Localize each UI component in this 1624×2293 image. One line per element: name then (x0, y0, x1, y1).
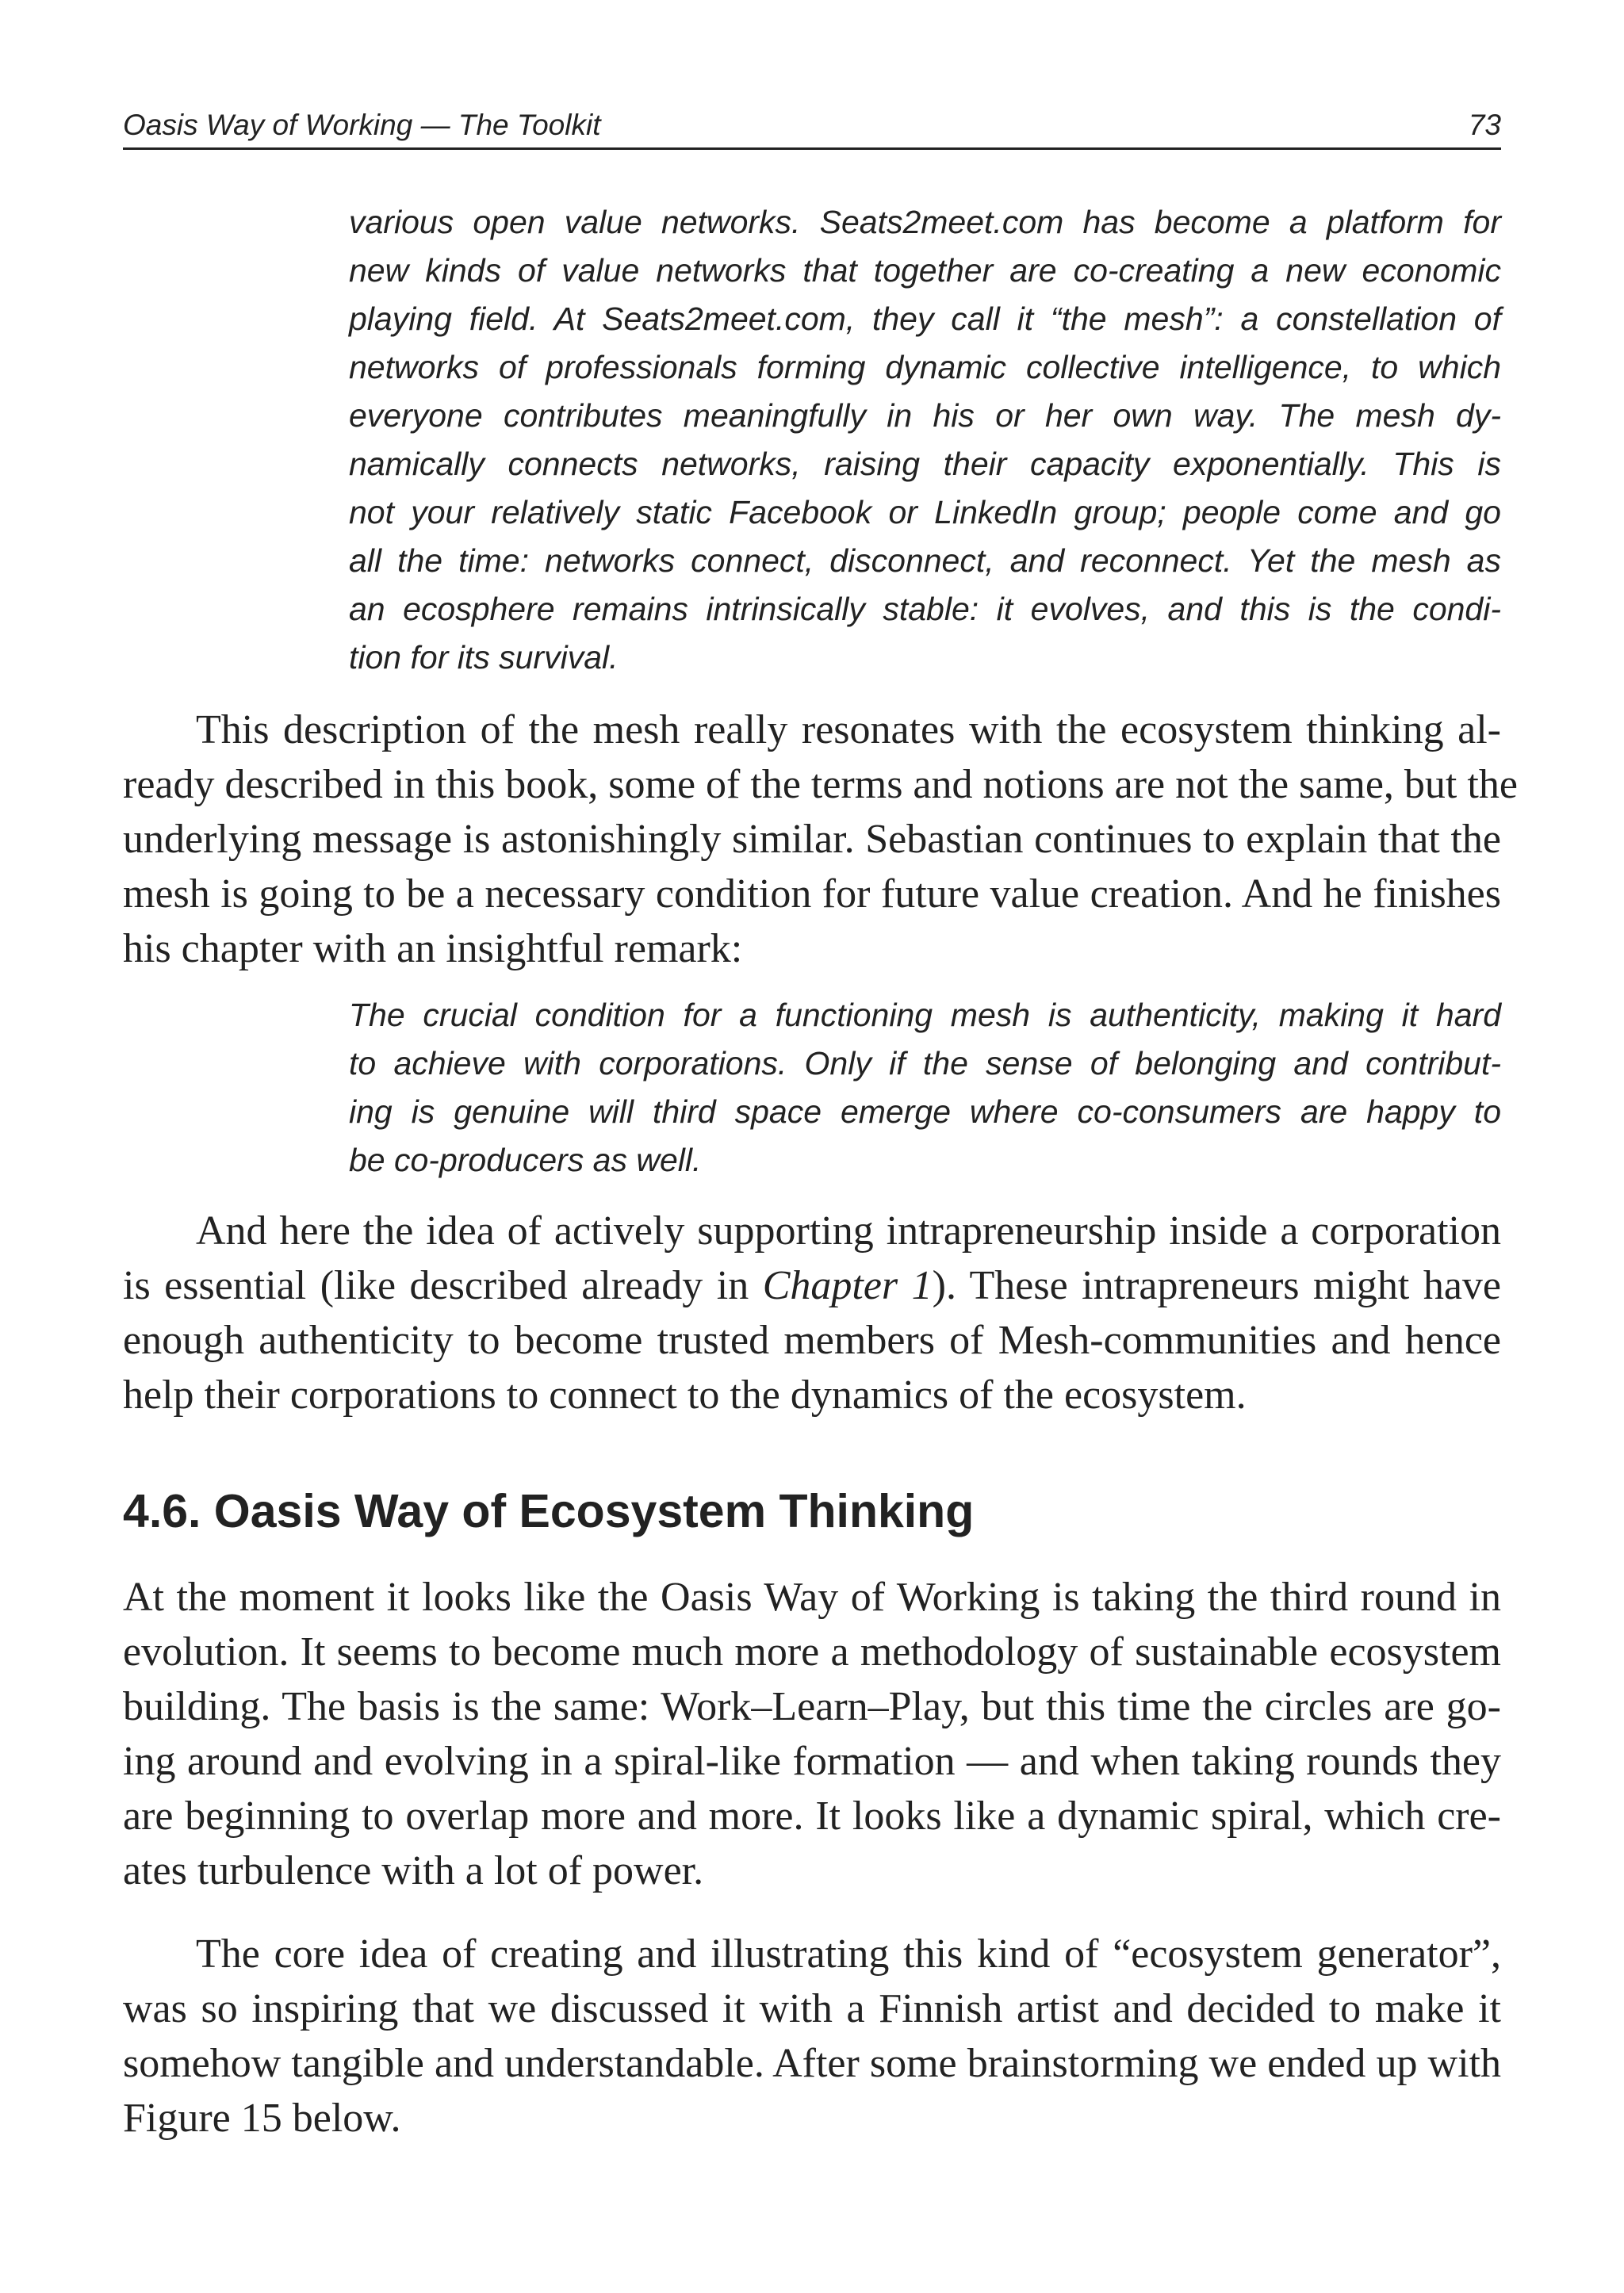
quote-line: The crucial condition for a functioning mesh is authenticity, making it hard (349, 997, 1501, 1033)
block-quote-mesh-description (349, 198, 1501, 682)
quote-line: an ecosphere remains intrinsically stable: it evolves, and this is the condi- (349, 591, 1501, 627)
paragraph-line: somehow tangible and understandable. After some brainstorming we ended up with (123, 2041, 1501, 2086)
paragraph-line: mesh is going to be a necessary condition for future value creation. And he finishes (123, 871, 1501, 917)
quote-line: tion for its survival. (349, 639, 619, 676)
quote-line: namically connects networks, raising their capacity exponentially. This is (349, 446, 1501, 482)
paragraph-line: help their corporations to connect to the dynamics of the ecosystem. (123, 1372, 1247, 1418)
paragraph-line: ready described in this book, some of the terms and notions are not the same, but the (123, 762, 1518, 807)
paragraph-line: underlying message is astonishingly similar. Sebastian continues to explain that the (123, 817, 1501, 862)
paragraph-intrapreneurship (123, 1204, 1501, 1422)
paragraph-line: are beginning to overlap more and more. It looks like a dynamic spiral, which cre- (123, 1793, 1501, 1839)
paragraph-line: building. The basis is the same: Work–Learn–Play, but this time the circles are go- (123, 1684, 1501, 1729)
paragraph-line: The core idea of creating and illustrating this kind of “ecosystem generator”, (196, 1931, 1501, 1977)
paragraph-line: ates turbulence with a lot of power. (123, 1848, 704, 1893)
paragraph-line: was so inspiring that we discussed it with a Finnish artist and decided to make it (123, 1986, 1501, 2031)
paragraph-line: At the moment it looks like the Oasis Way of Working is taking the third round in (123, 1575, 1501, 1620)
section-heading: 4.6. Oasis Way of Ecosystem Thinking (123, 1485, 975, 1537)
paragraph-line: And here the idea of actively supporting intrapreneurship inside a corporation (196, 1208, 1501, 1254)
paragraph-third-round (123, 1570, 1501, 1898)
quote-line: everyone contributes meaningfully in his or her own way. The mesh dy- (349, 397, 1501, 434)
quote-line: not your relatively static Facebook or LinkedIn group; people come and go (349, 494, 1501, 530)
text-run: ). These intrapreneurs might have (932, 1263, 1501, 1308)
running-header-title: Oasis Way of Working — The Toolkit (123, 109, 601, 141)
paragraph-mesh-resonates (123, 702, 1518, 976)
quote-line: be co-producers as well. (349, 1142, 702, 1178)
quote-line: playing field. At Seats2meet.com, they call it “the mesh”: a constellation of (349, 301, 1501, 337)
chapter-reference: Chapter 1 (762, 1263, 933, 1308)
paragraph-line: Figure 15 below. (123, 2096, 401, 2141)
quote-line: new kinds of value networks that together are co-creating a new economic (349, 252, 1501, 289)
paragraph-ecosystem-generator (123, 1927, 1501, 2146)
page-number: 73 (1468, 109, 1501, 141)
running-header (123, 103, 1501, 150)
paragraph-line: evolution. It seems to become much more a methodology of sustainable ecosystem (123, 1629, 1501, 1675)
paragraph-line: enough authenticity to become trusted members of Mesh-communities and hence (123, 1318, 1501, 1363)
quote-line: all the time: networks connect, disconnect, and reconnect. Yet the mesh as (349, 542, 1501, 579)
quote-line: to achieve with corporations. Only if the sense of belonging and contribut- (349, 1045, 1501, 1081)
paragraph-line: his chapter with an insightful remark: (123, 926, 743, 971)
quote-line: ing is genuine will third space emerge where co-consumers are happy to (349, 1093, 1501, 1130)
text-run: is essential (like described already in (123, 1263, 763, 1308)
paragraph-line: ing around and evolving in a spiral-like formation — and when taking rounds they (123, 1739, 1501, 1784)
block-quote-authenticity (349, 991, 1501, 1185)
quote-line: networks of professionals forming dynamic collective intelligence, to which (349, 349, 1501, 385)
quote-line: various open value networks. Seats2meet.com has become a platform for (349, 204, 1501, 240)
paragraph-line: This description of the mesh really resonates with the ecosystem thinking al- (196, 707, 1501, 752)
paragraph-line (123, 1258, 1501, 1313)
